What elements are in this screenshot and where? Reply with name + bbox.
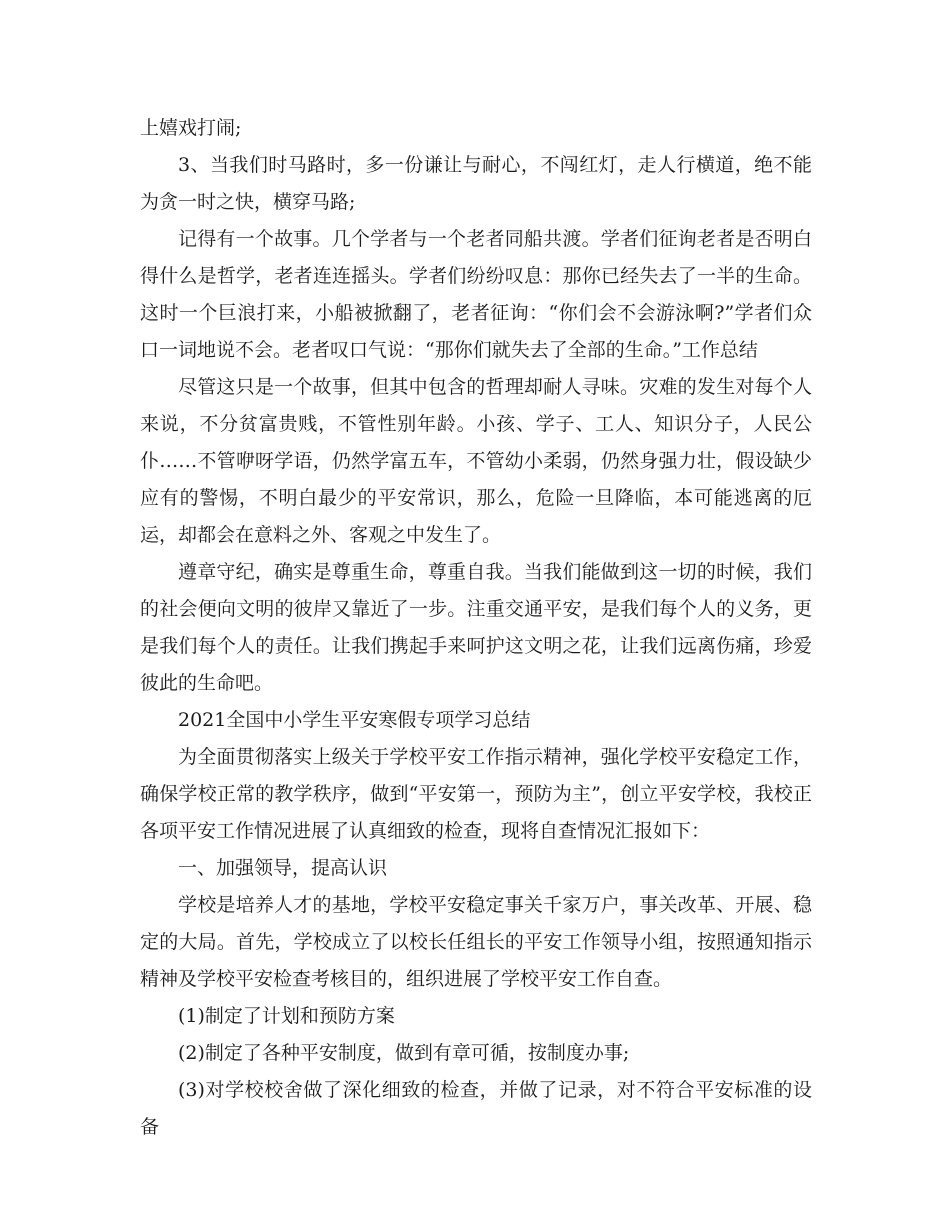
list-item-2: (2)制定了各种平安制度，做到有章可循，按制度办事; <box>178 1042 630 1064</box>
paragraph-1: 上嬉戏打闹; <box>140 117 242 139</box>
document-body <box>140 110 812 1146</box>
paragraph-3: 记得有一个故事。几个学者与一个老者同船共渡。学者们征询老者是否明白得什么是哲学，老者连连摇头。学者们纷纷叹息：那你已经失去了一半的生命。这时一个巨浪打来，小船被掀翻了，老者征询：“你们会不会游泳啊?”学者们众口一词地说不会。老者叹口气说：“那你们就失去了全部的生命。”工作总结 <box>140 228 812 361</box>
heading-1: 一、加强领导，提高认识 <box>178 857 388 879</box>
paragraph-7: 为全面贯彻落实上级关于学校平安工作指示精神，强化学校平安稳定工作，确保学校正常的教学秩序，做到“平安第一，预防为主”，创立平安学校，我校正各项平安工作情况进展了认真细致的检查，现将自查情况汇报如下： <box>140 746 812 842</box>
paragraph-4: 尽管这只是一个故事，但其中包含的哲理却耐人寻味。灾难的发生对每个人来说，不分贫富贵贱，不管性别年龄。小孩、学子、工人、知识分子，人民公仆……不管咿呀学语，仍然学富五车，不管幼小柔弱，仍然身强力壮，假设缺少应有的警惕，不明白最少的平安常识，那么，危险一旦降临，本可能逃离的厄运，却都会在意料之外、客观之中发生了。 <box>140 376 812 546</box>
paragraph-9: 学校是培养人才的基地，学校平安稳定事关千家万户，事关改革、开展、稳定的大局。首先，学校成立了以校长任组长的平安工作领导小组，按照通知指示精神及学校平安检查考核目的，组织进展了学校平安工作自查。 <box>140 894 812 990</box>
list-item-1: (1)制定了计划和预防方案 <box>178 1005 395 1027</box>
list-item-3: (3)对学校校舍做了深化细致的检查，并做了记录，对不符合平安标准的设备 <box>140 1079 812 1138</box>
paragraph-5: 遵章守纪，确实是尊重生命，尊重自我。当我们能做到这一切的时候，我们的社会便向文明的彼岸又靠近了一步。注重交通平安，是我们每个人的义务，更是我们每个人的责任。让我们携起手来呵护这文明之花，让我们远离伤痛，珍爱彼此的生命吧。 <box>140 561 812 694</box>
paragraph-2: 3、当我们时马路时，多一份谦让与耐心，不闯红灯，走人行横道，绝不能为贪一时之快，横穿马路; <box>140 154 812 213</box>
section-title: 2021全国中小学生平安寒假专项学习总结 <box>178 709 531 731</box>
